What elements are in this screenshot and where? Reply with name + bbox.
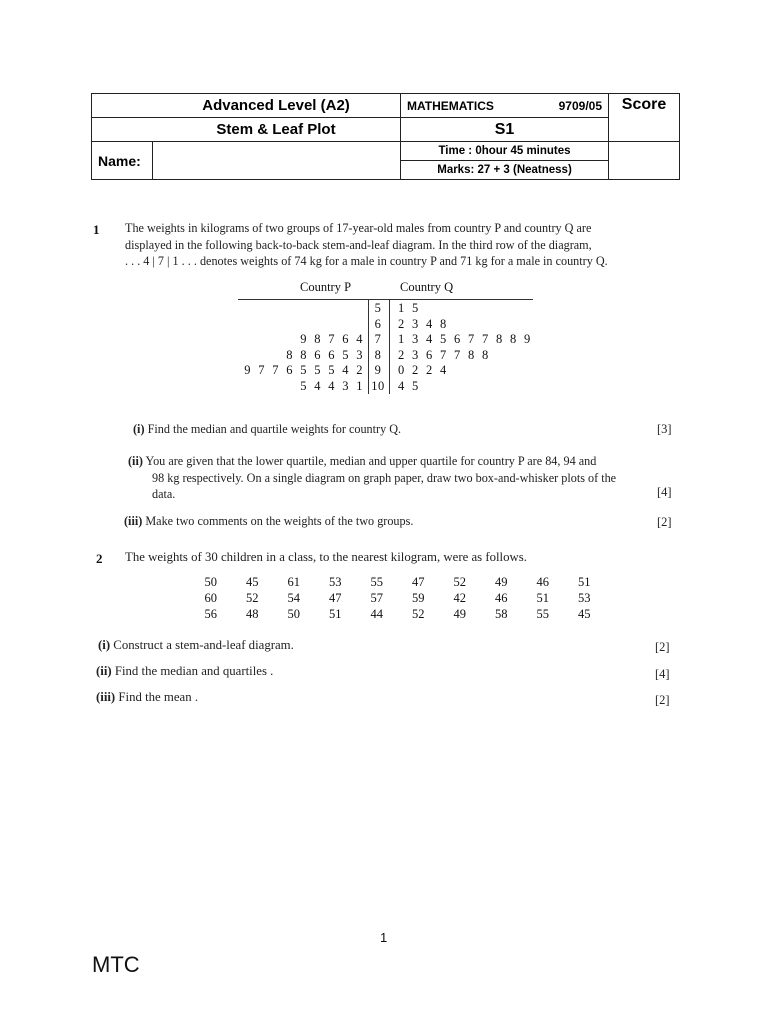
question-2-part-iii [96, 689, 636, 706]
data-cell: 52 [412, 607, 425, 621]
course-title: Advanced Level (A2) [92, 94, 401, 118]
footer-mark: MTC [92, 952, 140, 977]
part-text: data. [152, 487, 176, 501]
data-cell: 55 [370, 575, 383, 589]
question-1-intro [125, 220, 685, 270]
data-cell: 61 [287, 575, 300, 589]
subject-label: MATHEMATICS [407, 98, 494, 113]
leaf-left: 8 8 6 6 5 3 [286, 347, 363, 362]
header-table [91, 93, 680, 180]
question-1-part-ii [128, 453, 678, 503]
part-text: Find the median and quartile weights for country Q. [147, 422, 402, 436]
marks-badge: [4] [655, 667, 670, 681]
data-cell: 56 [204, 607, 217, 621]
data-cell: 49 [495, 575, 508, 589]
question-1-part-iii [124, 513, 664, 530]
paper-label: S1 [401, 118, 609, 142]
data-row [190, 590, 610, 606]
header-divider [238, 299, 533, 300]
data-cell: 44 [370, 607, 383, 621]
intro-line: displayed in the following back-to-back stem-and-leaf diagram. In the third row of the diagram, [125, 237, 592, 252]
marks-badge: [2] [655, 640, 670, 654]
stem: 9 [374, 363, 382, 377]
question-2-part-ii [96, 663, 636, 680]
data-cell: 52 [453, 575, 466, 589]
question-2-intro: The weights of 30 children in a class, to the nearest kilogram, were as follows. [125, 550, 527, 564]
page-number: 1 [380, 930, 388, 945]
data-cell: 59 [412, 591, 425, 605]
data-cell: 51 [578, 575, 591, 589]
topic-title: Stem & Leaf Plot [92, 118, 401, 142]
stem: 6 [374, 316, 382, 331]
data-cell: 53 [578, 591, 591, 605]
data-row [190, 574, 610, 590]
data-cell: 58 [495, 607, 508, 621]
data-cell: 60 [204, 591, 217, 605]
data-cell: 53 [329, 575, 342, 589]
data-cell: 51 [536, 591, 549, 605]
stem: 7 [374, 332, 382, 346]
data-row [190, 606, 610, 622]
marks-badge: [2] [657, 515, 672, 529]
stem-right-divider [389, 299, 390, 394]
stem: 8 [374, 347, 382, 362]
data-cell: 46 [495, 591, 508, 605]
leaf-right: 1 3 4 5 6 7 7 8 8 9 [398, 332, 531, 346]
data-cell: 47 [329, 591, 342, 605]
part-text: Construct a stem-and-leaf diagram. [113, 638, 294, 652]
question-2-number: 2 [96, 551, 103, 566]
data-cell: 45 [578, 607, 591, 621]
leaf-right: 2 3 4 8 [398, 316, 447, 331]
data-cell: 50 [287, 607, 300, 621]
leaf-right: 0 2 2 4 [398, 363, 447, 377]
data-cell: 47 [412, 575, 425, 589]
question-2-part-i [98, 637, 638, 654]
part-text: You are given that the lower quartile, median and upper quartile for country P are 84, 94 and [145, 454, 597, 468]
leaf-right: 4 5 [398, 378, 419, 393]
part-label: (ii) [96, 664, 112, 678]
subject-cell [401, 94, 609, 118]
data-cell: 54 [287, 591, 300, 605]
data-cell: 55 [536, 607, 549, 621]
data-cell: 46 [536, 575, 549, 589]
leaf-left: 9 8 7 6 4 [300, 332, 363, 346]
part-label: (i) [98, 638, 111, 652]
data-cell: 42 [453, 591, 466, 605]
weights-data-table [190, 574, 610, 622]
leaf-left: 5 4 4 3 1 [300, 378, 363, 393]
question-1-part-i [133, 421, 673, 438]
data-cell: 45 [246, 575, 259, 589]
marks-badge: [2] [655, 693, 670, 707]
part-text: Find the median and quartiles . [114, 664, 274, 678]
marks-badge: [3] [657, 422, 672, 436]
data-cell: 51 [329, 607, 342, 621]
data-cell: 52 [246, 591, 259, 605]
time-label: Time : 0hour 45 minutes [401, 142, 609, 161]
part-label: (i) [133, 422, 145, 436]
data-cell: 57 [370, 591, 383, 605]
leaf-right: 2 3 6 7 7 8 8 [398, 347, 489, 362]
score-label: Score [609, 94, 680, 142]
name-label: Name: [92, 142, 153, 180]
question-1-number: 1 [93, 222, 100, 237]
intro-line: . . . 4 | 7 | 1 . . . denotes weights of 74 kg for a male in country P and 71 kg for a male in country Q. [125, 254, 608, 268]
part-label: (ii) [128, 454, 143, 468]
country-q-header: Country Q [400, 280, 454, 294]
stem: 5 [374, 301, 382, 315]
part-label: (iii) [96, 690, 116, 704]
data-cell: 48 [246, 607, 259, 621]
part-text: Find the mean . [118, 690, 199, 704]
score-field[interactable] [609, 142, 680, 180]
intro-line: The weights in kilograms of two groups of 17-year-old males from country P and country Q are [125, 221, 592, 235]
marks-badge: [4] [657, 485, 672, 499]
data-cell: 50 [204, 575, 217, 589]
part-label: (iii) [124, 514, 143, 528]
marks-label: Marks: 27 + 3 (Neatness) [401, 161, 609, 180]
name-field[interactable] [153, 142, 401, 180]
data-cell: 49 [453, 607, 466, 621]
part-text: 98 kg respectively. On a single diagram on graph paper, draw two box-and-whisker plots of the [152, 470, 617, 485]
subject-code: 9709/05 [558, 98, 603, 113]
part-text: Make two comments on the weights of the two groups. [145, 514, 414, 528]
stem: 10 [371, 378, 385, 393]
stem-leaf-diagram [238, 280, 538, 395]
country-p-header: Country P [300, 280, 352, 294]
leaf-left: 9 7 7 6 5 5 5 4 2 [244, 363, 363, 377]
leaf-right: 1 5 [398, 301, 419, 315]
